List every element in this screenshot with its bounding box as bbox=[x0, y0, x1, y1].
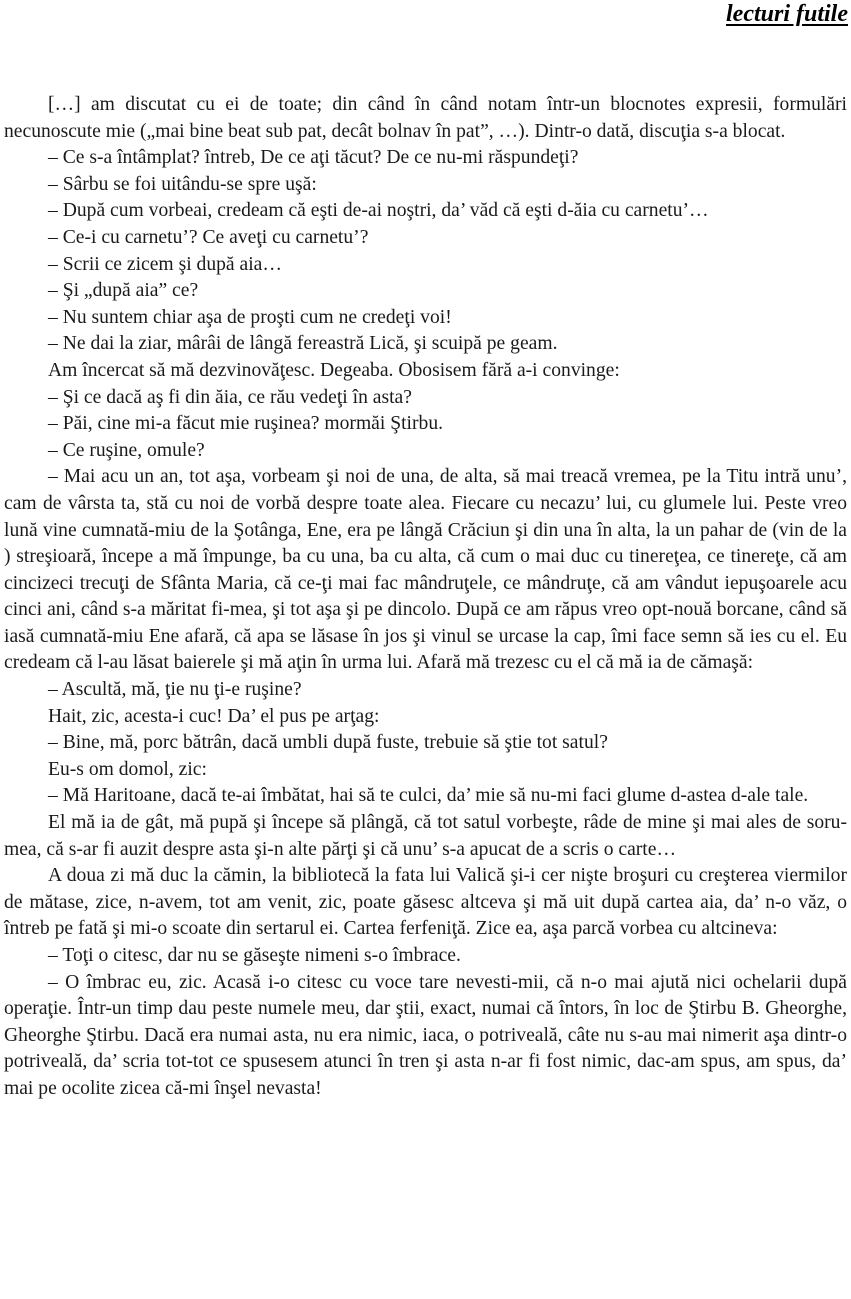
paragraph: – Ne dai la ziar, mârâi de lângă fereastră Lică, şi scuipă pe geam. bbox=[48, 333, 558, 355]
paragraph: – Bine, mă, porc bătrân, dacă umbli după fuste, trebuie să ştie tot satul? bbox=[48, 732, 608, 754]
body-text bbox=[4, 92, 847, 1103]
paragraph: – Mai acu un an, tot aşa, vorbeam şi noi de una, de alta, să mai treacă vremea, pe la Titu intră unu’, cam de vârsta ta, stă cu noi de vorbă despre toate alea. Fiecare cu necazu’ lui, cu glumele lui. Peste vreo lună vine cumnată-miu de la Şotânga, Ene, era pe lângă Crăciun şi din una în alta, la un pahar de (vin de la ) streşioară, începe a mă împunge, ba cu una, ba cu alta, că cum o mai duc cu tinereţea, ce tinereţe, că am cincizeci trecuţi de Sfânta Maria, că ce-ţi mai fac mândruţele, ce mândruţe, că am vândut iepuşoarele acu cinci ani, când s-a măritat fi-mea, şi tot aşa şi pe dincolo. După ce am răpus vreo opt-nouă borcane, când să iasă cumnată-miu Ene afară, că apa se lăsase în jos şi vinul se urcase la cap, îmi face semn să ies cu el. Eu credeam că l-au lăsat baierele şi mă aţin în urma lui. Afară mă trezesc cu el că mă ia de cămaşă: bbox=[4, 466, 847, 674]
paragraph: Hait, zic, acesta-i cuc! Da’ el pus pe arţag: bbox=[48, 705, 380, 727]
paragraph: – Ce-i cu carnetu’? Ce aveţi cu carnetu’? bbox=[48, 226, 369, 248]
paragraph: – Păi, cine mi-a făcut mie ruşinea? mormăi Ştirbu. bbox=[48, 413, 444, 435]
paragraph: – Ascultă, mă, ţie nu ţi-e ruşine? bbox=[48, 679, 302, 701]
paragraph: Am încercat să mă dezvinovăţesc. Degeaba. Obosisem fără a-i convinge: bbox=[48, 359, 620, 381]
paragraph: – După cum vorbeai, credeam că eşti de-ai noştri, da’ văd că eşti d-ăia cu carnetu’… bbox=[48, 200, 709, 222]
paragraph: – Mă Haritoane, dacă te-ai îmbătat, hai să te culci, da’ mie să nu-mi faci glume d-astea d-ale tale. bbox=[48, 785, 809, 807]
paragraph: A doua zi mă duc la cămin, la bibliotecă la fata lui Valică şi-i cer nişte broşuri cu creşterea viermilor de mătase, zice, n-avem, tot am venit, zic, poate găsesc altceva şi mă uit după cartea aia, da’ n-o văz, o întreb pe fată şi mi-o scoate din sertarul ei. Cartea ferfeniţă. Zice ea, aşa parcă vorbea cu altcineva: bbox=[4, 865, 847, 940]
paragraph: Eu-s om domol, zic: bbox=[48, 758, 207, 780]
paragraph: – Toţi o citesc, dar nu se găseşte nimeni s-o îmbrace. bbox=[48, 945, 461, 966]
paragraph: El mă ia de gât, mă pupă şi începe să plângă, că tot satul vorbeşte, râde de mine şi mai ales de soru-mea, că s-ar fi auzit despre asta şi-n alte părţi şi că unu’ s-a apucat de a scris o carte… bbox=[4, 812, 847, 860]
paragraph: – Sârbu se foi uitându-se spre uşă: bbox=[48, 173, 317, 195]
running-header: lecturi futile bbox=[726, 1, 848, 27]
paragraph: – Şi ce dacă aş fi din ăia, ce rău vedeţi în asta? bbox=[48, 386, 412, 408]
paragraph: – Ce s-a întâmplat? întreb, De ce aţi tăcut? De ce nu-mi răspundeţi? bbox=[48, 147, 579, 169]
paragraph: – Şi „după aia” ce? bbox=[48, 280, 199, 302]
paragraph: – O îmbrac eu, zic. Acasă i-o citesc cu voce tare nevesti-mii, că n-o mai ajută nici ochelarii după operaţie. Într-un timp dau peste numele meu, dar ştii, exact, numai că întors, în loc de Ştirbu B. Gheorghe, Gheorghe Ştirbu. Dacă era numai asta, nu era nimic, iaca, o potriveală, câte nu s-au mai nimerit aşa dintr-o potriveală, da’ scria tot-tot ce spusesem atunci în tren şi asta n-ar fi fost nimic, dac-am spus, am spus, da’ mai pe ocolite zicea că-mi înşel nevasta! bbox=[4, 971, 847, 1099]
paragraph: […] am discutat cu ei de toate; din când în când notam într-un blocnotes expresii, formulări necunoscute mie („mai bine beat sub pat, decât bolnav în pat”, …). Dintr-o dată, discuţia s-a blocat. bbox=[4, 94, 847, 142]
paragraph: – Nu suntem chiar aşa de proşti cum ne credeţi voi! bbox=[48, 306, 452, 328]
paragraph: – Scrii ce zicem şi după aia… bbox=[48, 253, 282, 275]
paragraph: – Ce ruşine, omule? bbox=[48, 439, 205, 461]
